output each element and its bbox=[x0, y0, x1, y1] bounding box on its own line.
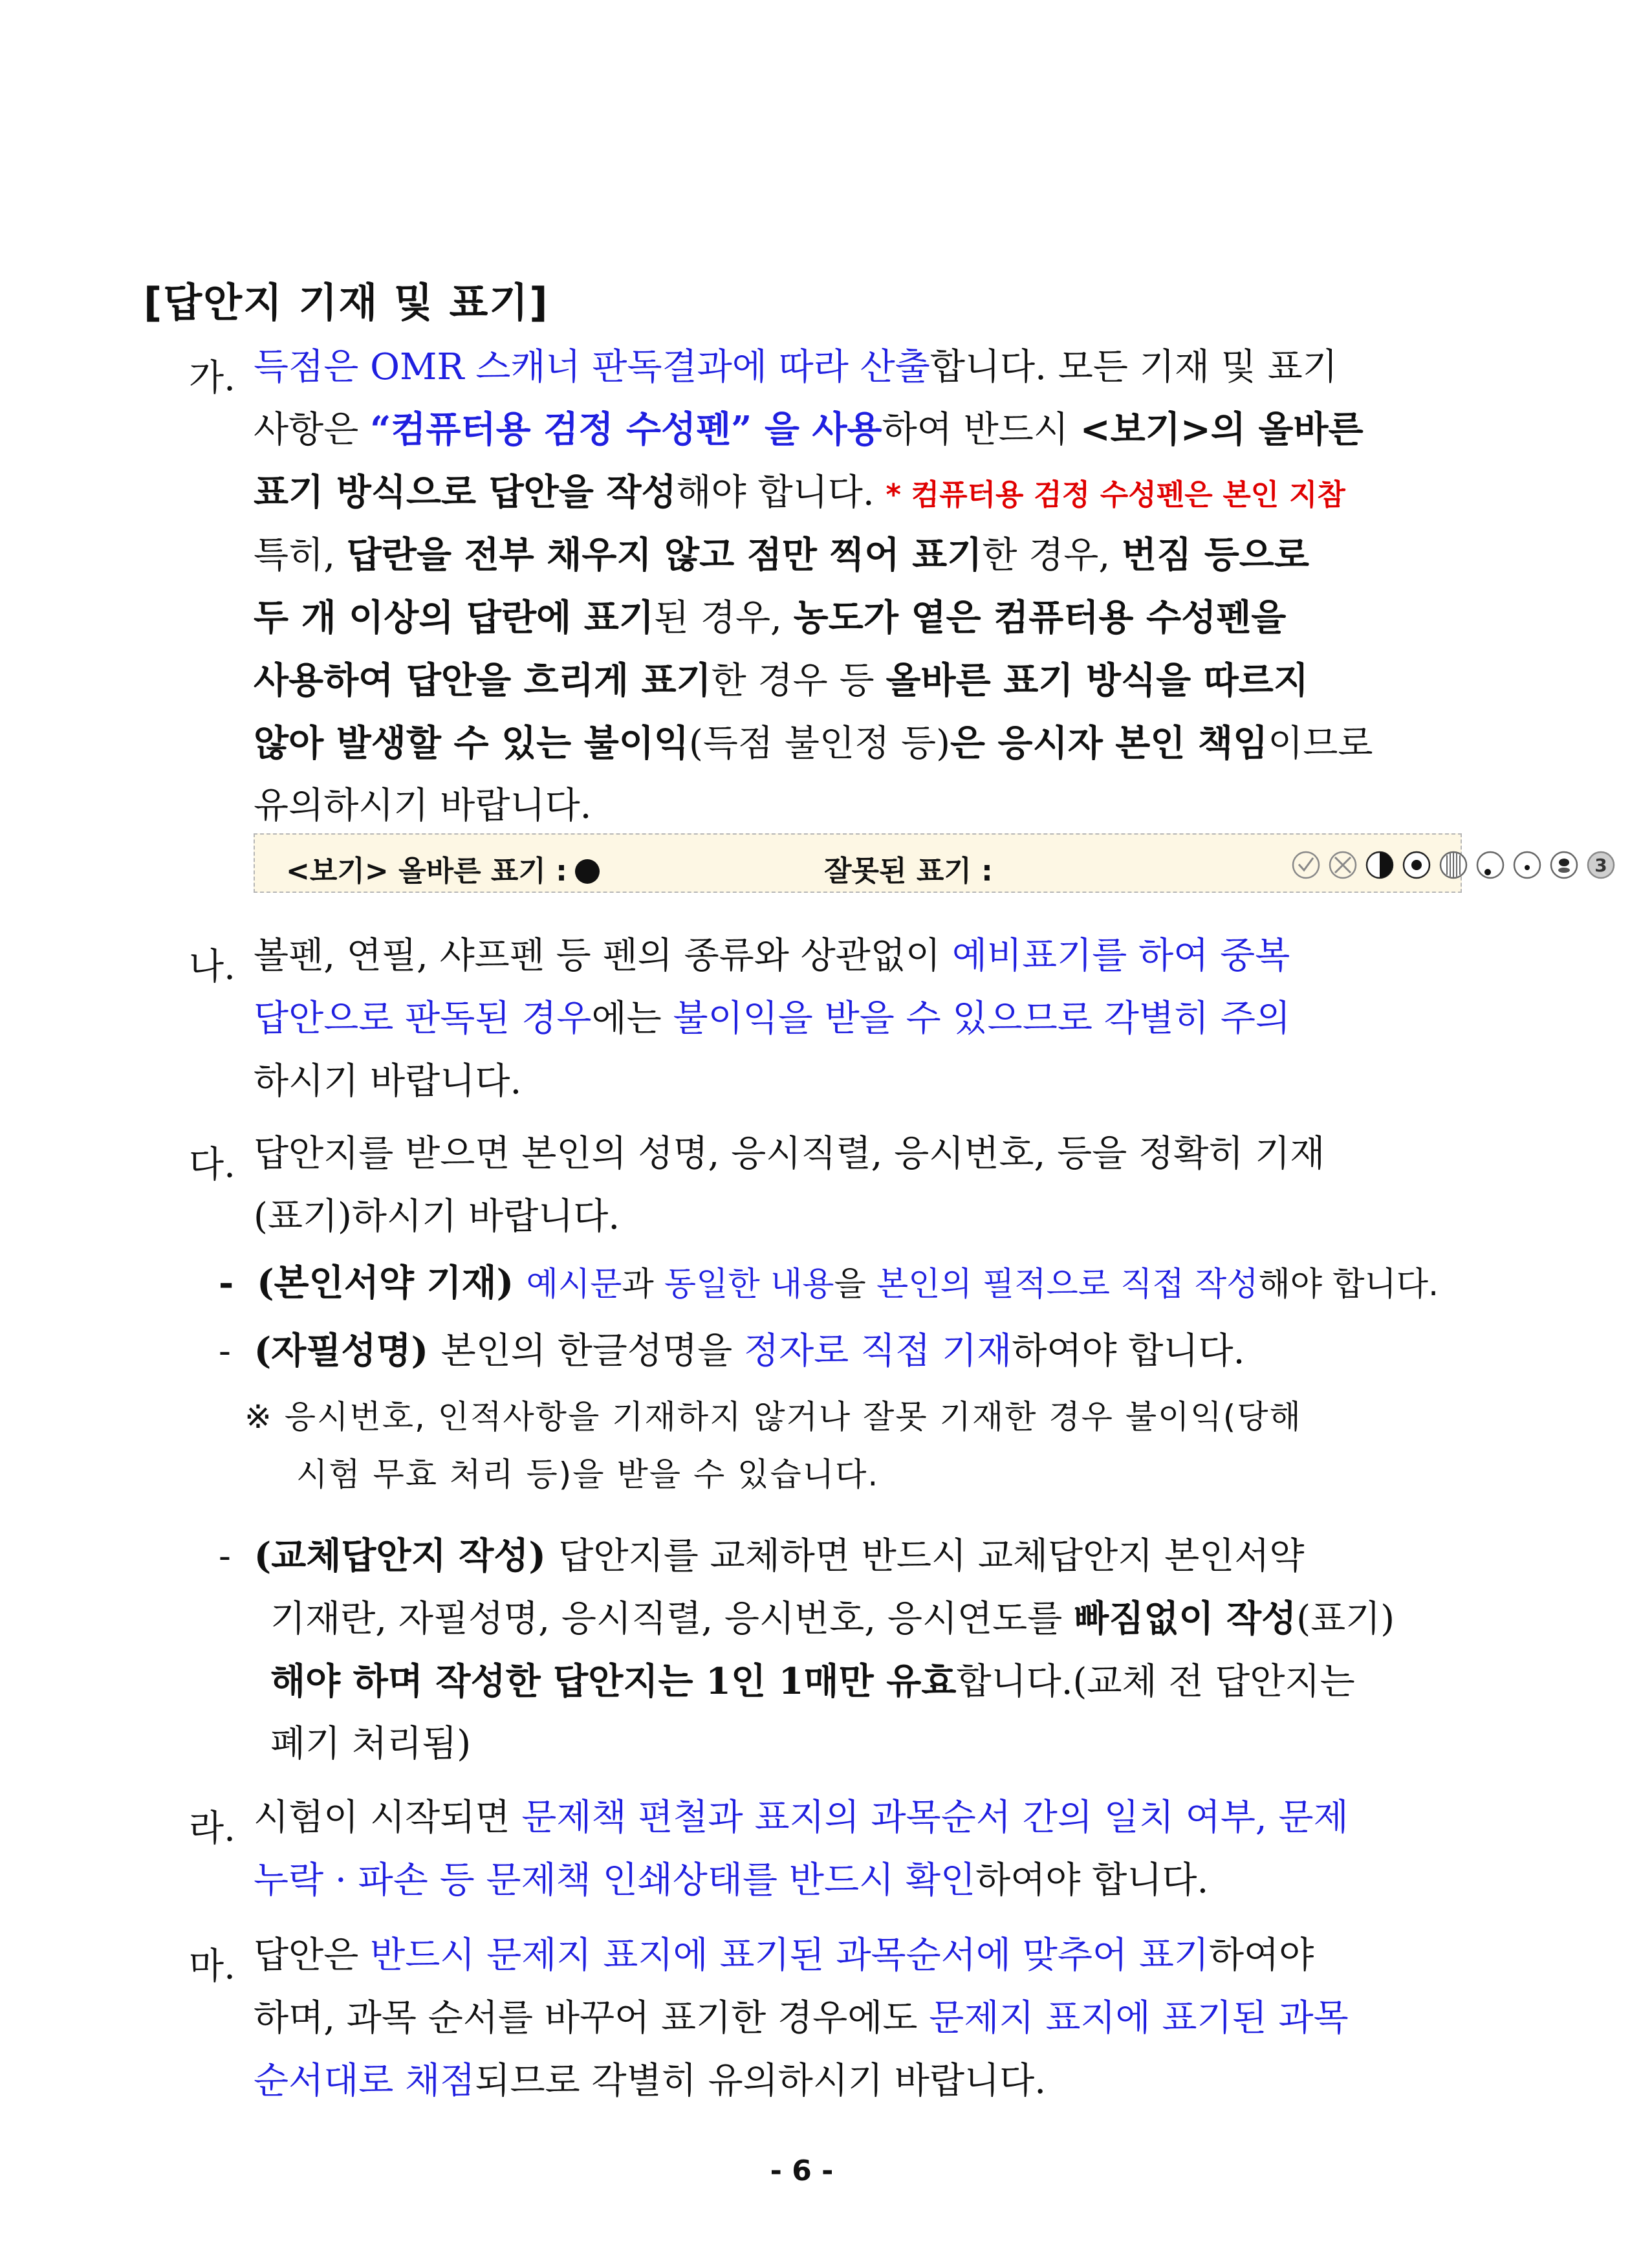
text-line bbox=[254, 346, 1338, 388]
text-line bbox=[254, 998, 1291, 1040]
emphasis-text: 은 응시자 본인 책임 bbox=[950, 722, 1268, 765]
emphasis-text: <보기>의 올바른 bbox=[1080, 408, 1364, 451]
body-text: 합니다.(교체 전 답안지는 bbox=[956, 1661, 1355, 1703]
highlight-text: 동일한 내용 bbox=[664, 1265, 834, 1304]
text-line bbox=[254, 1997, 1349, 2039]
text-line bbox=[254, 1859, 1209, 1901]
small-dot-icon bbox=[1514, 852, 1540, 878]
item-marker: 다. bbox=[189, 1144, 235, 1186]
highlight-text: 순서대로 채점 bbox=[254, 2060, 475, 2102]
marking-example-box bbox=[254, 833, 1607, 893]
dash-bullet: - bbox=[219, 1330, 231, 1372]
emphasis-text: 답란을 전부 채우지 않고 점만 찍어 표기 bbox=[346, 534, 983, 576]
body-text: 해야 합니다. bbox=[1258, 1265, 1439, 1304]
text-line: 하시기 바랍니다. bbox=[254, 1060, 522, 1102]
body-text: (득점 불인정 등) bbox=[689, 723, 950, 765]
body-text: 을 bbox=[834, 1265, 876, 1304]
body-text: 하여 반드시 bbox=[882, 409, 1080, 451]
emphasis-text: 올바른 표기 방식을 따르지 bbox=[886, 659, 1309, 702]
text-line bbox=[270, 1660, 1355, 1703]
emphasis-text: (자필성명) bbox=[254, 1330, 441, 1372]
text-line bbox=[254, 2060, 1047, 2102]
body-text: 해야 합니다. bbox=[676, 472, 886, 514]
emphasis-text: (본인서약 기재) bbox=[257, 1262, 527, 1304]
dash-bullet: - bbox=[219, 1535, 231, 1577]
note-line: ※ 응시번호, 인적사항을 기재하지 않거나 잘못 기재한 경우 불이익(당해 bbox=[245, 1398, 1302, 1436]
body-text: 하여야 합니다. bbox=[975, 1859, 1209, 1901]
highlight-text: 누락 · 파손 등 문제책 인쇄상태를 반드시 확인 bbox=[254, 1859, 976, 1901]
text-line bbox=[254, 597, 1287, 639]
body-text: 하여야 bbox=[1209, 1934, 1314, 1977]
corner-dot-icon bbox=[1477, 852, 1503, 878]
emphasis-text: 사용하여 답안을 흐리게 표기 bbox=[254, 659, 712, 702]
section-heading: [답안지 기재 및 표기] bbox=[144, 279, 549, 326]
body-text: 기재란, 자필성명, 응시직렬, 응시번호, 응시연도를 bbox=[270, 1598, 1074, 1640]
body-text: 사항은 bbox=[254, 409, 371, 451]
body-text: 특히, bbox=[254, 534, 347, 576]
note-line: 시험 무효 처리 등)을 받을 수 있습니다. bbox=[296, 1456, 880, 1493]
dash-bullet: - bbox=[219, 1262, 234, 1304]
item-marker: 가. bbox=[189, 357, 235, 399]
check-mark-icon bbox=[1293, 852, 1319, 878]
text-line bbox=[254, 1797, 1349, 1839]
text-line bbox=[254, 471, 1345, 514]
body-text: 합니다. 모든 기재 및 표기 bbox=[929, 346, 1338, 388]
body-text: 볼펜, 연필, 샤프펜 등 펜의 종류와 상관없이 bbox=[254, 935, 952, 977]
body-text: 이므로 bbox=[1268, 723, 1373, 765]
text-line bbox=[254, 659, 1309, 702]
body-text: 하여야 합니다. bbox=[1012, 1330, 1245, 1372]
lines-in-circle-icon bbox=[1440, 852, 1466, 878]
handwrite-instruction bbox=[219, 1330, 1245, 1372]
highlight-text: “컴퓨터용 검정 수성펜” 을 사용 bbox=[370, 408, 882, 451]
emphasis-text: 빠짐없이 작성 bbox=[1074, 1597, 1297, 1640]
wrong-mark-label: 잘못된 표기 : bbox=[824, 855, 993, 888]
highlight-text: 불이익을 받을 수 있으므로 각별히 주의 bbox=[673, 998, 1291, 1040]
highlight-text: 반드시 문제지 표지에 표기된 과목순서에 맞추어 표기 bbox=[370, 1934, 1210, 1977]
emphasis-text: 번짐 등으로 bbox=[1122, 534, 1309, 576]
highlight-text: 예비표기를 하여 중복 bbox=[951, 935, 1290, 977]
item-marker: 라. bbox=[189, 1808, 235, 1850]
body-text: 된 경우, bbox=[653, 597, 794, 639]
body-text: 답안은 bbox=[254, 1934, 371, 1977]
body-text: 되므로 각별히 유의하시기 바랍니다. bbox=[475, 2060, 1047, 2102]
body-text: 한 경우, bbox=[982, 534, 1122, 576]
x-mark-icon bbox=[1330, 852, 1356, 878]
highlight-text: 예시문 bbox=[526, 1265, 622, 1304]
body-text: 한 경우 등 bbox=[711, 660, 886, 702]
text-line bbox=[270, 1597, 1395, 1640]
emphasis-text: 두 개 이상의 답란에 표기 bbox=[254, 597, 654, 639]
page-number: - 6 - bbox=[770, 2154, 834, 2187]
text-line bbox=[254, 408, 1364, 451]
emphasis-text: 않아 발생할 수 있는 불이익 bbox=[254, 722, 690, 765]
sign-instruction bbox=[219, 1262, 1439, 1304]
emphasis-text: 해야 하며 작성한 답안지는 1인 1매만 유효 bbox=[270, 1660, 957, 1703]
number-mark-label: 3 bbox=[1594, 855, 1607, 876]
emphasis-text: 농도가 옅은 컴퓨터용 수성펜을 bbox=[793, 597, 1287, 639]
number-three-icon bbox=[1588, 852, 1614, 878]
body-text: 답안지를 교체하면 반드시 교체답안지 본인서약 bbox=[558, 1535, 1305, 1577]
dot-in-circle-icon bbox=[1404, 852, 1429, 878]
text-line: 폐기 처리됨) bbox=[270, 1723, 472, 1765]
filled-circle-icon bbox=[575, 859, 600, 884]
text-line bbox=[254, 534, 1309, 576]
highlight-text: 답안으로 판독된 경우 bbox=[254, 998, 592, 1040]
highlight-text: 정자로 직접 기재 bbox=[743, 1330, 1012, 1372]
highlight-text: 득점은 OMR 스캐너 판독결과에 따라 산출 bbox=[254, 346, 930, 388]
body-text: 과 bbox=[622, 1265, 664, 1304]
emphasis-text: 표기 방식으로 답안을 작성 bbox=[254, 471, 677, 514]
item-marker: 나. bbox=[189, 946, 235, 988]
item-marker: 마. bbox=[189, 1945, 235, 1988]
text-line: 답안지를 받으면 본인의 성명, 응시직렬, 응시번호, 등을 정확히 기재 bbox=[254, 1133, 1325, 1175]
highlight-text: 문제지 표지에 표기된 과목 bbox=[929, 1997, 1349, 2039]
body-text: 시험이 시작되면 bbox=[254, 1797, 522, 1839]
partial-fill-icon bbox=[1551, 852, 1577, 878]
wrong-marks-strip bbox=[1290, 849, 1652, 881]
body-text: 하며, 과목 순서를 바꾸어 표기한 경우에도 bbox=[254, 1997, 929, 2039]
emphasis-text: (교체답안지 작성) bbox=[254, 1535, 559, 1577]
highlight-text: 문제책 편철과 표지의 과목순서 간의 일치 여부, 문제 bbox=[521, 1797, 1349, 1839]
text-line: 유의하시기 바랍니다. bbox=[254, 785, 592, 827]
text-line bbox=[254, 935, 1290, 977]
warning-note: * 컴퓨터용 검정 수성펜은 본인 지참 bbox=[886, 477, 1345, 512]
body-text: 본인의 한글성명을 bbox=[440, 1330, 744, 1372]
highlight-text: 본인의 필적으로 직접 작성 bbox=[876, 1265, 1259, 1304]
correct-mark-label: <보기> 올바른 표기 : bbox=[286, 855, 567, 888]
correct-mark-example bbox=[286, 848, 600, 889]
text-line: (표기)하시기 바랍니다. bbox=[254, 1196, 620, 1238]
replace-instruction bbox=[219, 1535, 1305, 1577]
half-fill-icon bbox=[1367, 852, 1393, 878]
body-text: 에는 bbox=[591, 998, 673, 1040]
text-line bbox=[254, 1934, 1314, 1977]
text-line bbox=[254, 722, 1373, 765]
body-text: (표기) bbox=[1296, 1598, 1395, 1640]
